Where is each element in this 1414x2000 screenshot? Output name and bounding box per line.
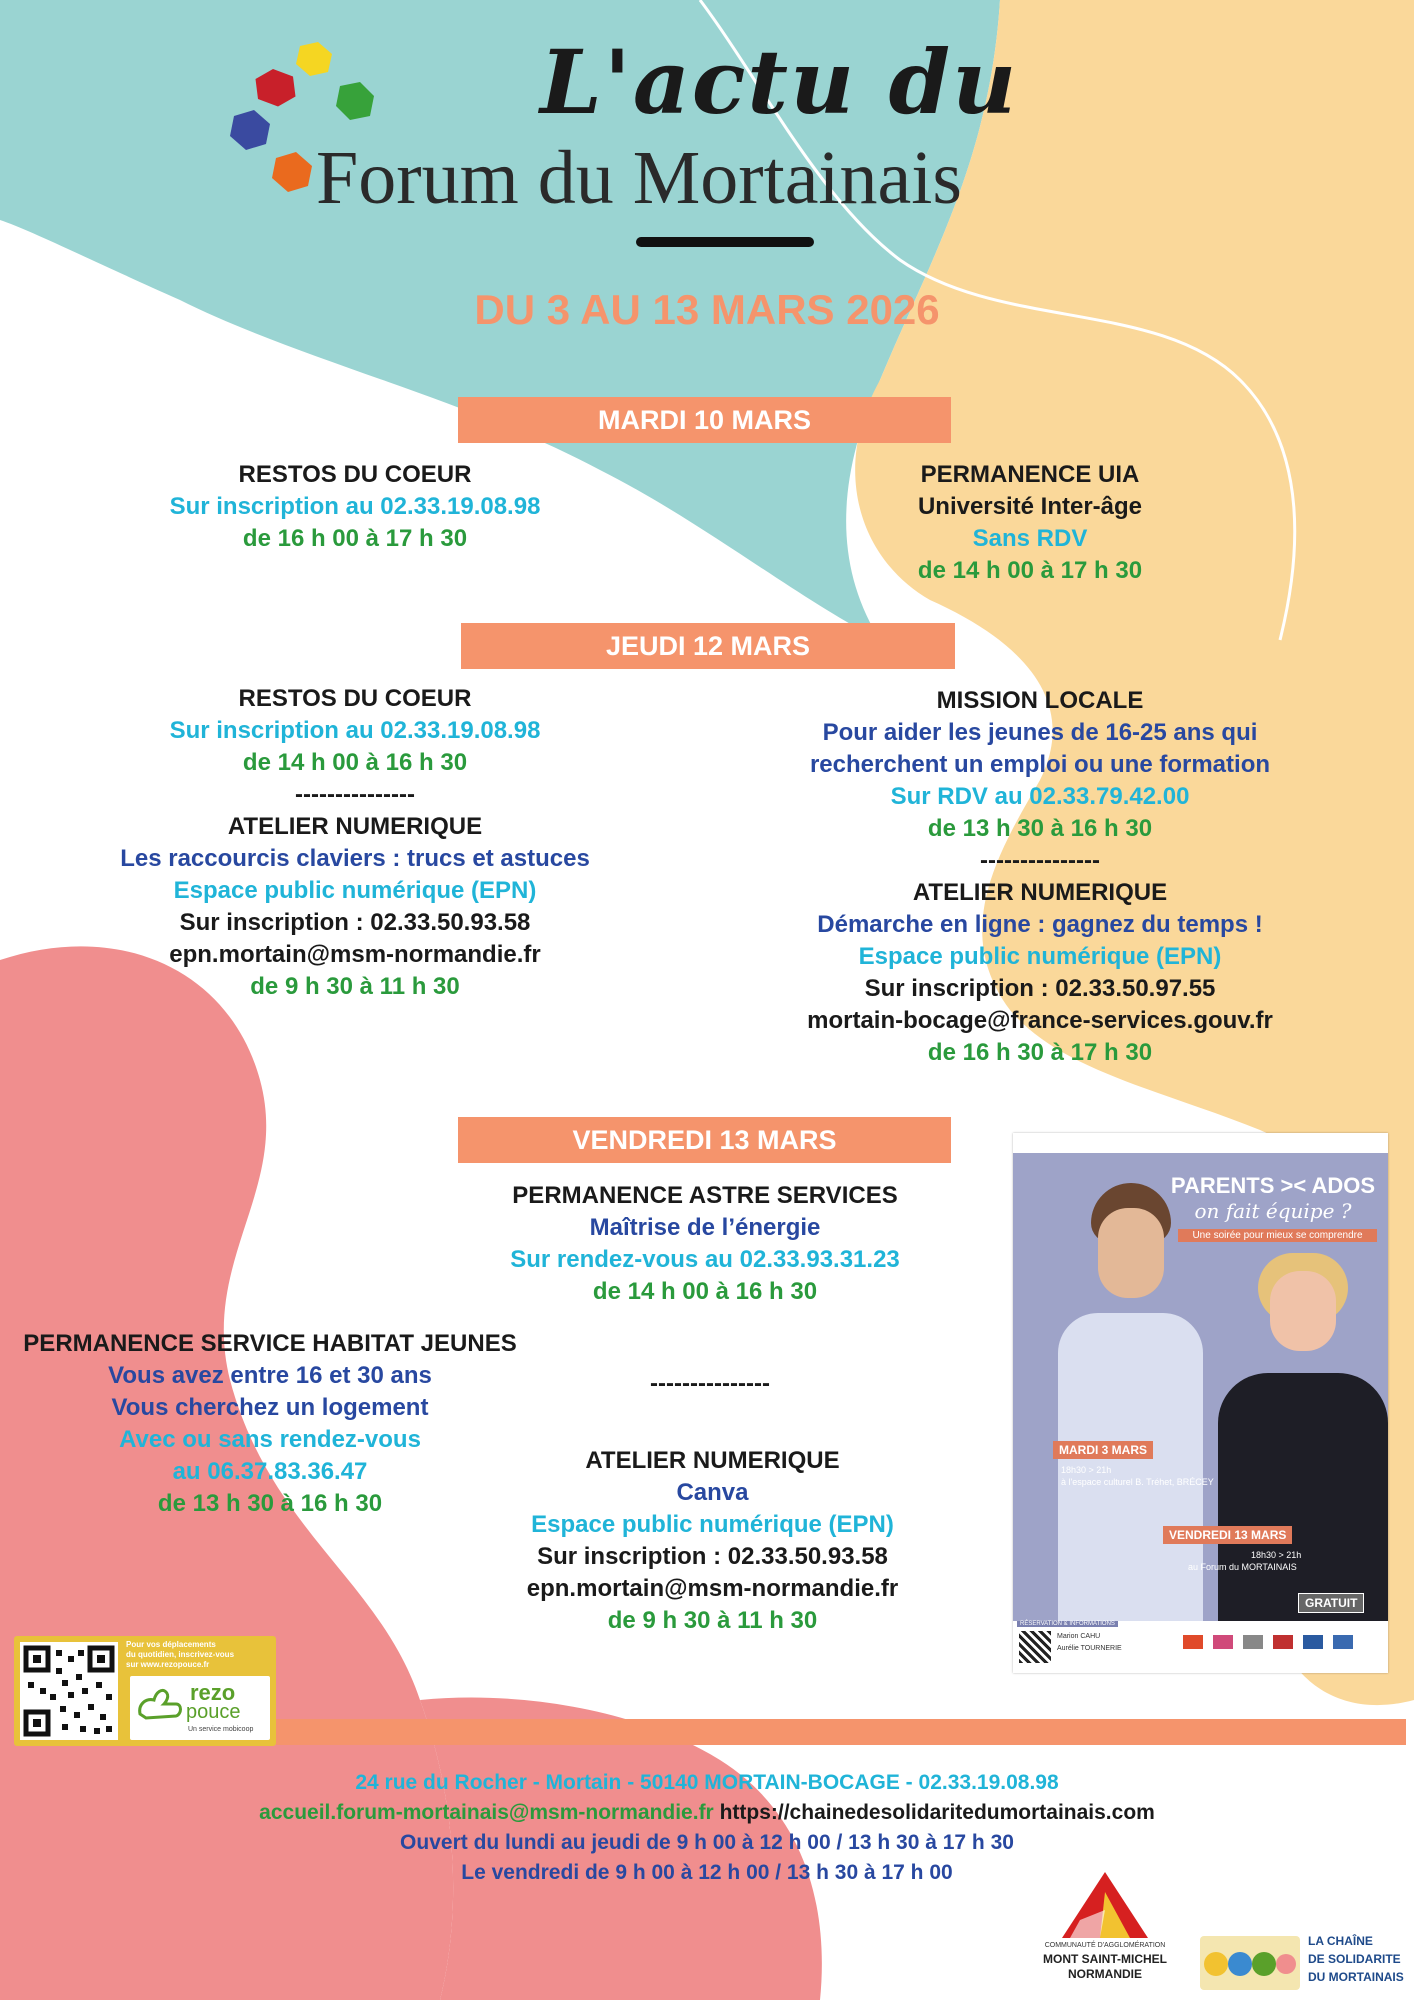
jeudi-right-column (760, 685, 1320, 1069)
event-desc: Pour aider les jeunes de 16-25 ans qui (822, 719, 1258, 746)
poster-white-frame (1013, 1133, 1388, 1153)
event-topic: Démarche en ligne : gagnez du temps ! (817, 911, 1263, 938)
permanence-uia (800, 459, 1260, 587)
rezo-brand-sub: Un service mobicoop (188, 1726, 254, 1733)
event-time: de 14 h 00 à 16 h 30 (242, 749, 468, 776)
vendredi-separator (600, 1368, 820, 1400)
footer-bar (276, 1719, 1406, 1745)
event-place: Espace public numérique (EPN) (858, 943, 1222, 970)
habitat-jeunes (20, 1328, 520, 1520)
rezo-text-line: sur www.rezopouce.fr (126, 1660, 210, 1669)
rezo-brand-1: rezo (190, 1680, 236, 1705)
red-hexagon-icon (256, 69, 296, 107)
partner-logos (1183, 1635, 1378, 1653)
event-title: PERMANENCE ASTRE SERVICES (512, 1182, 898, 1209)
boy-figure (1053, 1183, 1203, 1663)
msm-text-1: COMMUNAUTÉ D'AGGLOMÉRATION (1044, 1942, 1166, 1949)
event-topic: Canva (676, 1479, 749, 1506)
footer-contact (0, 1798, 1414, 1828)
msm-text-3: NORMANDIE (1068, 1967, 1142, 1981)
rezo-pouce-logo (130, 1676, 270, 1740)
girl-face (1270, 1271, 1336, 1351)
green-hexagon-icon (336, 82, 374, 120)
event-topic: Maîtrise de l’énergie (589, 1214, 821, 1241)
footer-info (0, 1768, 1414, 1888)
event-time: de 14 h 00 à 16 h 30 (592, 1278, 818, 1305)
poster-subtitle: on fait équipe ? (1194, 1199, 1352, 1223)
footer-email[interactable]: accueil.forum-mortainais@msm-normandie.fr (259, 1801, 714, 1824)
day-band-vendredi: VENDREDI 13 MARS (458, 1117, 951, 1163)
poster-qr (1019, 1631, 1051, 1663)
thumb-icon (136, 1684, 184, 1724)
poster-contact-header: RÉSERVATION & INFORMATIONS (1017, 1621, 1118, 1627)
script-title: L'actu du (540, 30, 1019, 134)
event-signup: Sur rendez-vous au 02.33.93.31.23 (510, 1246, 900, 1273)
event-time: de 13 h 30 à 16 h 30 (927, 815, 1153, 842)
event-time: de 16 h 00 à 17 h 30 (242, 525, 468, 552)
partner-logo (1213, 1635, 1233, 1649)
event-time: de 13 h 30 à 16 h 30 (157, 1490, 383, 1517)
poster-price: GRATUIT (1298, 1593, 1364, 1613)
poster-contact1: Marion CAHU (1057, 1633, 1101, 1640)
event-desc: Vous cherchez un logement (111, 1394, 429, 1421)
chaine-solidarite-logo (1200, 1934, 1410, 1994)
event-time: de 9 h 30 à 11 h 30 (607, 1607, 818, 1634)
rezo-pouce-box (14, 1636, 276, 1746)
partner-logo (1273, 1635, 1293, 1649)
partner-logo (1183, 1635, 1203, 1649)
vendredi-atelier (445, 1445, 980, 1637)
event-signup: Sur inscription au 02.33.19.08.98 (169, 717, 541, 744)
separator: --------------- (980, 847, 1100, 874)
boy-shirt (1058, 1313, 1203, 1663)
event-signup: Sur inscription au 02.33.19.08.98 (169, 493, 541, 520)
event-subtitle: Université Inter-âge (917, 493, 1143, 520)
event-phone: au 06.37.83.36.47 (172, 1458, 368, 1485)
poster-place2: au Forum du MORTAINAIS (1188, 1562, 1297, 1572)
poster-title: PARENTS >< ADOS (1170, 1173, 1376, 1198)
event-signup: Sur inscription : 02.33.50.93.58 (179, 909, 531, 936)
event-time: de 9 h 30 à 11 h 30 (250, 973, 460, 1000)
event-place: Espace public numérique (EPN) (531, 1511, 894, 1538)
poster-time1: 18h30 > 21h (1061, 1465, 1112, 1475)
event-signup: Sur inscription : 02.33.50.93.58 (537, 1543, 888, 1570)
event-title: RESTOS DU COEUR (238, 461, 472, 488)
day-band-jeudi: JEUDI 12 MARS (461, 623, 955, 669)
footer-hours-weekdays: Ouvert du lundi au jeudi de 9 h 00 à 12 h 00 / 13 h 30 à 17 h 30 (400, 1831, 1014, 1854)
poster-date2: VENDREDI 13 MARS (1163, 1526, 1292, 1544)
rezo-brand-2: pouce (186, 1701, 241, 1723)
event-title: ATELIER NUMERIQUE (227, 813, 483, 840)
event-title: RESTOS DU COEUR (238, 685, 472, 712)
separator: --------------- (650, 1370, 770, 1397)
boy-face (1098, 1208, 1164, 1298)
mont-saint-michel-icon (1060, 1870, 1150, 1940)
chaine-text-1: LA CHAÎNE (1308, 1934, 1373, 1948)
qr-code[interactable] (20, 1642, 118, 1740)
poster-contact2: Aurélie TOURNERIE (1057, 1645, 1122, 1652)
restos-du-coeur-mardi (100, 459, 610, 555)
poster-time2: 18h30 > 21h (1251, 1550, 1302, 1560)
poster-tagline: Une soirée pour mieux se comprendre (1178, 1229, 1377, 1242)
event-title: ATELIER NUMERIQUE (585, 1447, 840, 1474)
poster-footer (1013, 1621, 1388, 1673)
event-time: de 16 h 30 à 17 h 30 (927, 1039, 1153, 1066)
vendredi-center-column (445, 1180, 965, 1308)
rezo-text-line: Pour vos déplacements (126, 1640, 216, 1649)
event-title: MISSION LOCALE (936, 687, 1144, 714)
jeudi-left-column (80, 683, 630, 1003)
footer-website[interactable]: https://chainedesolidaritedumortainais.com (719, 1801, 1155, 1824)
chaine-text-3: DU MORTAINAIS (1308, 1970, 1404, 1984)
event-signup: Sans RDV (972, 525, 1088, 552)
date-range: DU 3 AU 13 MARS 2026 (474, 286, 940, 333)
event-title: ATELIER NUMERIQUE (912, 879, 1168, 906)
event-desc: Vous avez entre 16 et 30 ans (108, 1362, 432, 1389)
hands-icon (1200, 1936, 1300, 1990)
title-underline (636, 237, 814, 247)
parents-ados-poster (1013, 1133, 1388, 1673)
yellow-hexagon-icon (296, 42, 332, 76)
poster-place1: à l'espace culturel B. Tréhet, BRÉCEY (1061, 1477, 1214, 1487)
event-signup: Sur RDV au 02.33.79.42.00 (890, 783, 1190, 810)
event-email[interactable]: epn.mortain@msm-normandie.fr (169, 941, 541, 968)
day-band-mardi: MARDI 10 MARS (458, 397, 951, 443)
chaine-text-2: DE SOLIDARITE (1308, 1952, 1401, 1966)
event-title: PERMANENCE UIA (920, 461, 1140, 488)
qr-code-icon (20, 1642, 118, 1740)
event-time: de 14 h 00 à 17 h 30 (917, 557, 1143, 584)
event-topic: Les raccourcis claviers : trucs et astuces (120, 845, 590, 872)
partner-logo (1243, 1635, 1263, 1649)
main-title: Forum du Mortainais (316, 136, 962, 220)
event-desc: recherchent un emploi ou une formation (809, 751, 1271, 778)
event-email[interactable]: epn.mortain@msm-normandie.fr (526, 1575, 899, 1602)
footer-hours-friday: Le vendredi de 9 h 00 à 12 h 00 / 13 h 30 à 17 h 00 (461, 1861, 953, 1884)
rezo-text (126, 1640, 270, 1670)
blue-hexagon-icon (230, 110, 270, 150)
orange-hexagon-icon (272, 152, 312, 192)
rezo-text-line: du quotidien, inscrivez-vous (126, 1650, 235, 1659)
event-email[interactable]: mortain-bocage@france-services.gouv.fr (807, 1007, 1273, 1034)
event-place: Espace public numérique (EPN) (173, 877, 537, 904)
partner-logo (1303, 1635, 1323, 1649)
msm-normandie-logo (1040, 1870, 1170, 1990)
event-signup: Avec ou sans rendez-vous (119, 1426, 421, 1453)
poster-date1: MARDI 3 MARS (1053, 1441, 1153, 1459)
event-signup: Sur inscription : 02.33.50.97.55 (864, 975, 1216, 1002)
msm-text-2: MONT SAINT-MICHEL (1043, 1952, 1167, 1966)
separator: --------------- (295, 781, 415, 808)
footer-address: 24 rue du Rocher - Mortain - 50140 MORTAIN-BOCAGE - 02.33.19.08.98 (355, 1771, 1059, 1794)
partner-logo (1333, 1635, 1353, 1649)
event-title: PERMANENCE SERVICE HABITAT JEUNES (23, 1330, 517, 1357)
